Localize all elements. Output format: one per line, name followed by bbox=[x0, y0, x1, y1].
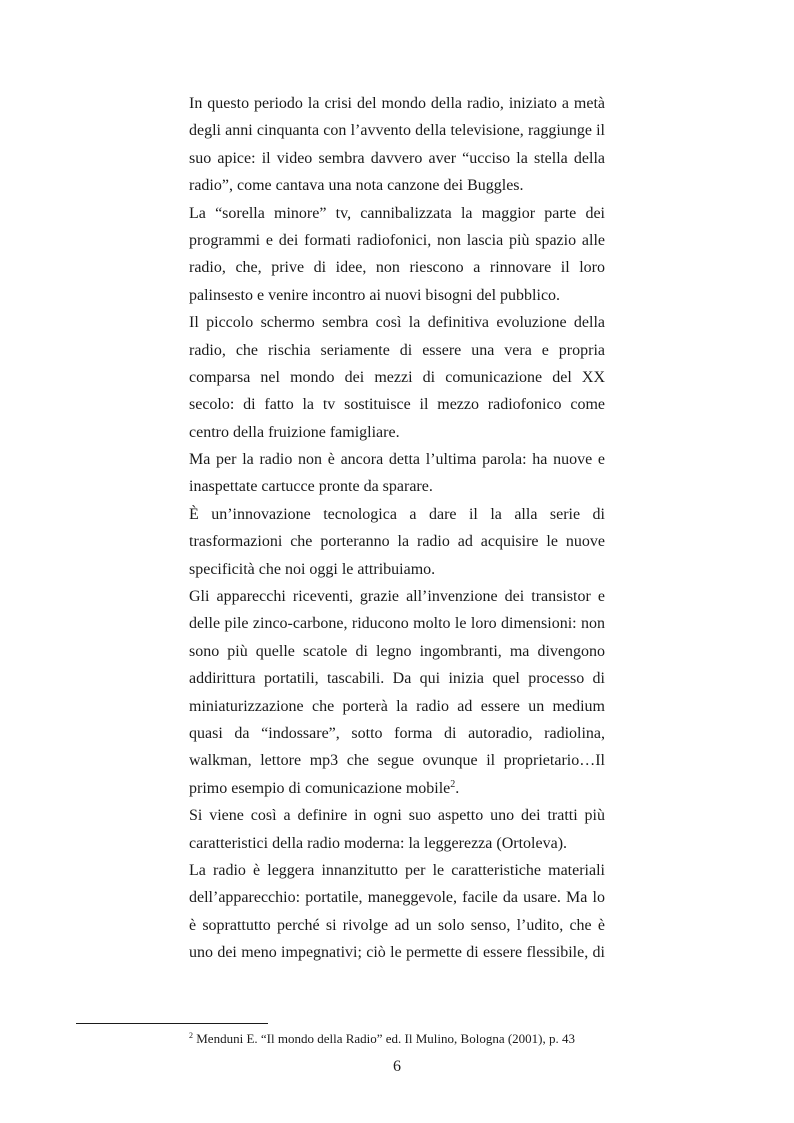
text-line: specificità che noi oggi le attribuiamo. bbox=[189, 560, 436, 578]
text-line: uno dei meno impegnativi; ciò le permette di essere flessibile, di bbox=[189, 944, 605, 962]
text-line: secolo: di fatto la tv sostituisce il mezzo radiofonico come bbox=[189, 396, 605, 414]
page-number: 6 bbox=[393, 1058, 401, 1075]
text-line: quasi da “indossare”, sotto forma di autoradio, radiolina, bbox=[189, 724, 605, 742]
text-line: inaspettate cartucce pronte da sparare. bbox=[189, 478, 433, 496]
paragraph-leggerezza bbox=[189, 802, 605, 857]
paragraph-apparecchi bbox=[189, 583, 605, 802]
text-line: addirittura portatili, tascabili. Da qui inizia quel processo di bbox=[189, 670, 605, 688]
text-line: radio, che, prive di idee, non riescono a rinnovare il loro bbox=[189, 259, 605, 277]
footnote-reference[interactable]: 2 bbox=[450, 778, 456, 790]
footnote-separator bbox=[76, 1023, 268, 1024]
text-line bbox=[189, 775, 605, 802]
text-line-content: primo esempio di comunicazione mobile bbox=[189, 779, 451, 797]
body-text bbox=[189, 90, 605, 967]
footnote bbox=[189, 1031, 575, 1047]
text-line: trasformazioni che porteranno la radio ad acquisire le nuove bbox=[189, 533, 605, 551]
text-line: walkman, lettore mp3 che segue ovunque il proprietario…Il bbox=[189, 752, 605, 770]
text-line: dell’apparecchio: portatile, maneggevole, facile da usare. Ma lo bbox=[189, 889, 605, 907]
text-line: radio, che rischia seriamente di essere una vera e propria bbox=[189, 341, 605, 359]
text-line: degli anni cinquanta con l’avvento della televisione, raggiunge il bbox=[189, 122, 605, 140]
text-line: Ma per la radio non è ancora detta l’ultima parola: ha nuove e bbox=[189, 451, 605, 469]
sentence-period: . bbox=[455, 779, 460, 797]
text-line: miniaturizzazione che porterà la radio ad essere un medium bbox=[189, 697, 605, 715]
text-line: In questo periodo la crisi del mondo della radio, iniziato a metà bbox=[189, 95, 605, 112]
text-line: suo apice: il video sembra davvero aver “ucciso la stella della bbox=[189, 149, 605, 167]
footnote-text: Menduni E. “Il mondo della Radio” ed. Il Mulino, Bologna (2001), p. 43 bbox=[193, 1031, 575, 1046]
text-line: palinsesto e venire incontro ai nuovi bisogni del pubblico. bbox=[189, 286, 561, 304]
paragraph-sorella-minore bbox=[189, 200, 605, 310]
text-line: è soprattutto perché si rivolge ad un solo senso, l’udito, che è bbox=[189, 916, 605, 934]
text-line: È un’innovazione tecnologica a dare il la alla serie di bbox=[189, 505, 605, 523]
text-line: Il piccolo schermo sembra così la definitiva evoluzione della bbox=[189, 314, 605, 332]
paragraph-radio-leggera bbox=[189, 857, 605, 967]
paragraph-ultima-parola bbox=[189, 446, 605, 501]
text-line: La radio è leggera innanzitutto per le caratteristiche materiali bbox=[189, 861, 605, 879]
footnote-marker: 2 bbox=[189, 1031, 193, 1040]
text-line: radio”, come cantava una nota canzone dei Buggles. bbox=[189, 177, 524, 195]
paragraph-innovazione bbox=[189, 501, 605, 583]
text-line: Si viene così a definire in ogni suo aspetto uno dei tratti più bbox=[189, 807, 605, 825]
text-line: comparsa nel mondo dei mezzi di comunicazione del XX bbox=[189, 368, 605, 386]
paragraph-radio-crisis bbox=[189, 90, 605, 200]
text-line: La “sorella minore” tv, cannibalizzata la maggior parte dei bbox=[189, 204, 605, 222]
text-line: centro della fruizione famigliare. bbox=[189, 423, 400, 441]
text-line: Gli apparecchi riceventi, grazie all’invenzione dei transistor e bbox=[189, 588, 605, 606]
text-line: delle pile zinco-carbone, riducono molto le loro dimensioni: non bbox=[189, 615, 605, 633]
text-line: sono più quelle scatole di legno ingombranti, ma divengono bbox=[189, 642, 605, 660]
paragraph-piccolo-schermo bbox=[189, 309, 605, 446]
text-line: programmi e dei formati radiofonici, non lascia più spazio alle bbox=[189, 231, 605, 249]
text-line: caratteristici della radio moderna: la leggerezza (Ortoleva). bbox=[189, 834, 568, 852]
